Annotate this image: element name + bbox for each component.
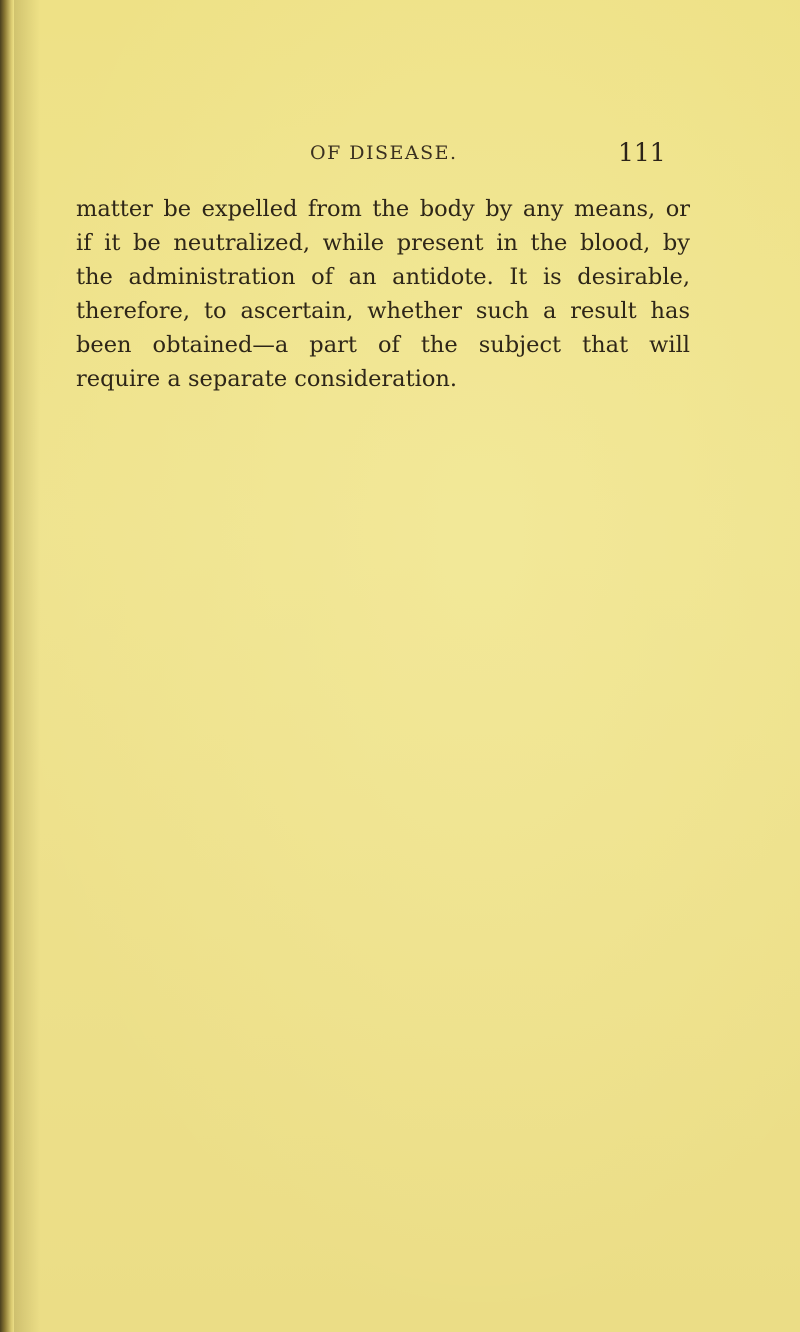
running-title: OF DISEASE. (310, 142, 458, 164)
binding-shadow (14, 0, 40, 1332)
page-number: 111 (618, 138, 666, 167)
text-line: the administration of an antidote. It is desirable, (76, 264, 690, 290)
running-head (0, 138, 800, 168)
page-binding-edge (0, 0, 14, 1332)
paragraph (76, 192, 690, 396)
text-line: been obtained—a part of the subject that will (76, 332, 690, 358)
text-line: matter be expelled from the body by any means, or (76, 196, 690, 222)
text-line: require a separate consideration. (76, 366, 458, 392)
text-line: if it be neutralized, while present in the blood, by (76, 230, 690, 256)
text-line: therefore, to ascertain, whether such a result has (76, 298, 690, 324)
